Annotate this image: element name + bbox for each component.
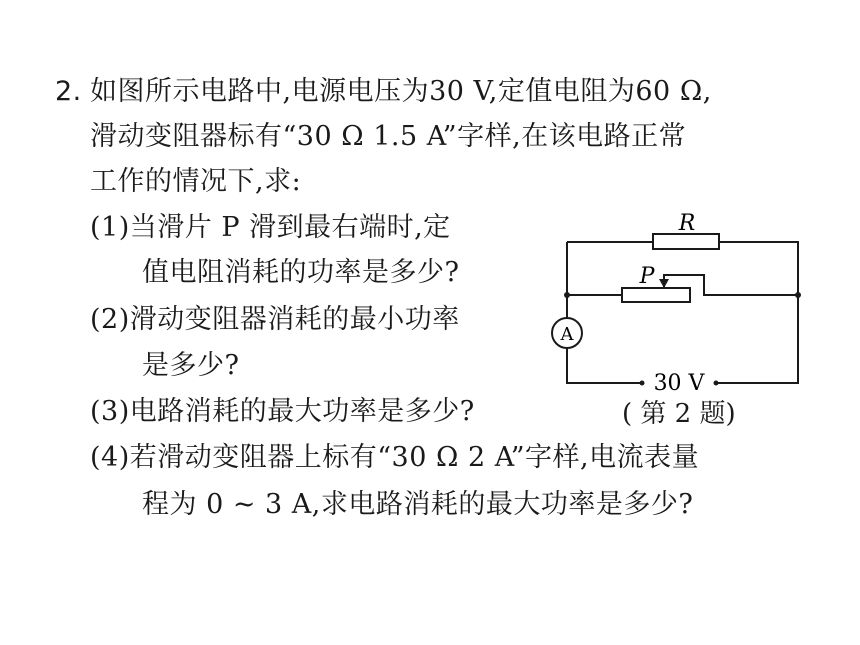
slider-label: P	[639, 264, 655, 289]
question-4-line-1: (4)若滑动变阻器上标有“30 Ω 2 A”字样,电流表量	[90, 442, 700, 473]
ammeter-label: A	[560, 324, 574, 345]
junction-right	[795, 292, 801, 298]
source-label: 30 V	[653, 371, 705, 396]
bottom-wire-left	[567, 348, 642, 383]
problem-number: 2.	[55, 76, 82, 107]
problem-line-1: 如图所示电路中,电源电压为30 V,定值电阻为60 Ω,	[90, 76, 712, 107]
fixed-resistor	[653, 234, 719, 249]
problem-line-2: 滑动变阻器标有“30 Ω 1.5 A”字样,在该电路正常	[90, 121, 687, 152]
question-2-line-2: 是多少?	[142, 350, 240, 381]
question-2-line-1: (2)滑动变阻器消耗的最小功率	[90, 304, 460, 335]
source-terminal-left	[640, 381, 645, 386]
question-4-line-2: 程为 0 ~ 3 A,求电路消耗的最大功率是多少?	[142, 489, 694, 520]
question-1-line-1: (1)当滑片 P 滑到最右端时,定	[90, 212, 451, 243]
resistor-label: R	[678, 211, 696, 236]
top-wire-right	[719, 242, 798, 295]
junction-left	[564, 292, 570, 298]
slider-wire	[664, 275, 798, 295]
bottom-wire-right	[716, 295, 798, 383]
slider-arrow-icon	[659, 279, 669, 288]
figure-caption: ( 第 2 题)	[622, 399, 736, 429]
source-terminal-right	[714, 381, 719, 386]
question-3: (3)电路消耗的最大功率是多少?	[90, 396, 475, 427]
problem-line-3: 工作的情况下,求:	[90, 166, 302, 197]
rheostat-body	[622, 288, 690, 302]
question-1-line-2: 值电阻消耗的功率是多少?	[142, 257, 460, 288]
